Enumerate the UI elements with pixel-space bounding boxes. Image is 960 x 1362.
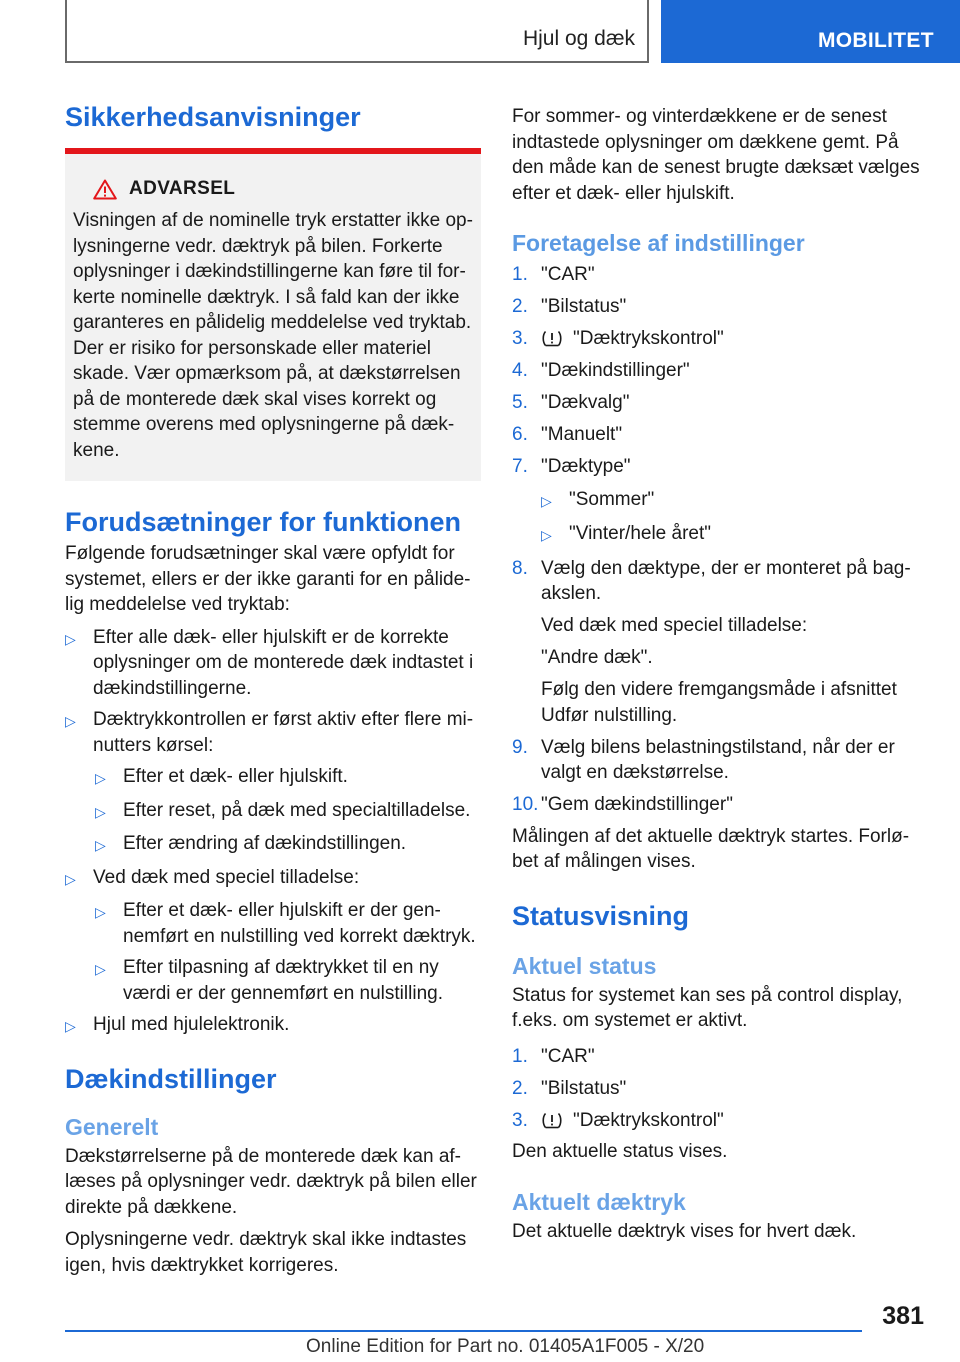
- warning-triangle-icon: [93, 179, 117, 200]
- step-item: [512, 262, 928, 288]
- step-item: [512, 422, 928, 448]
- status-line: f.eks. om systemet er aktivt.: [512, 1010, 748, 1031]
- general-line: Dækstørrelserne på de monterede dæk kan af-: [65, 1145, 462, 1167]
- general-line: igen, hvis dæktrykket korrigeres.: [65, 1254, 339, 1276]
- step-number: 1.: [512, 1045, 528, 1067]
- heading-safety: Sikkerhedsanvisninger: [65, 102, 361, 132]
- step-text: Vælg bilens belastningstilstand, når der er: [541, 736, 895, 758]
- heading-status-display: Statusvisning: [512, 900, 690, 931]
- sub-list-item: [65, 798, 481, 826]
- heading-tire-settings: Dækindstillinger: [65, 1063, 277, 1094]
- warning-line: stemme overens med oplysningerne på dæk-: [73, 414, 455, 435]
- tire-pressure-warning-icon: [541, 329, 563, 349]
- bullet-triangle-icon: ▷: [95, 904, 106, 920]
- step-text: "CAR": [541, 1045, 595, 1067]
- footer-edition: Online Edition for Part no. 01405A1F005 - X/20: [306, 1336, 705, 1357]
- warning-header: [73, 176, 473, 202]
- step-text: "Manuelt": [541, 424, 623, 445]
- measure-line: Målingen af det aktuelle dæktryk startes. Forlø-: [512, 825, 910, 847]
- step-number: 4.: [512, 360, 528, 381]
- step-number: 10.: [512, 794, 539, 815]
- list-item: [65, 707, 481, 758]
- bullet-triangle-icon: ▷: [65, 713, 76, 729]
- step-text: "CAR": [541, 264, 595, 285]
- list-item-line: dækindstillingerne.: [93, 677, 252, 699]
- bullet-triangle-icon: ▷: [95, 803, 106, 820]
- step-note: [512, 677, 928, 728]
- step-text: "Dækindstillinger": [541, 360, 690, 381]
- step-text: "Gem dækindstillinger": [541, 794, 733, 815]
- step-item: [512, 735, 928, 786]
- step-text: "Dækvalg": [541, 392, 630, 413]
- warning-line: Der er risiko for personskade eller materiel: [73, 337, 431, 359]
- step-number: 9.: [512, 736, 528, 758]
- bullet-triangle-icon: ▷: [95, 837, 106, 853]
- bullet-triangle-icon: ▷: [541, 527, 552, 543]
- warning-line: kerte nominelle dæktryk. I så fald kan der ikke: [73, 286, 460, 308]
- bullet-triangle-icon: ▷: [65, 630, 76, 647]
- step-number: 5.: [512, 392, 528, 413]
- step-text: "Bilstatus": [541, 1077, 627, 1099]
- list-item-line: Efter et dæk- eller hjulskift er der gen-: [123, 900, 441, 921]
- general-line: læses på oplysninger vedr. dæktryk på bilen eller: [65, 1171, 477, 1192]
- sub-list-item: [65, 898, 481, 949]
- step-number: 8.: [512, 557, 528, 579]
- step-item: [512, 358, 928, 384]
- list-item-line: Efter alle dæk- eller hjulskift er de korrekte: [93, 626, 449, 648]
- warning-line: oplysninger i dækindstillingerne kan føre til for-: [73, 261, 466, 282]
- warning-line: kene.: [73, 439, 120, 461]
- step-text: "Bilstatus": [541, 296, 627, 317]
- step-number: 3.: [512, 328, 528, 349]
- list-item: [65, 1012, 481, 1040]
- step-text: Vælg den dæktype, der er monteret på bag-: [541, 557, 911, 579]
- sub-list-item: [65, 764, 481, 792]
- step-number: 2.: [512, 296, 528, 317]
- prereq-intro-line: lig meddelelse ved tryktab:: [65, 594, 290, 615]
- prereq-intro-line: systemet, ellers er der ikke garanti for en pålide-: [65, 568, 471, 590]
- general-line: Oplysningerne vedr. dæktryk skal ikke indtastes: [65, 1229, 467, 1250]
- step-item: [512, 390, 928, 416]
- status-line: Status for systemet kan ses på control display,: [512, 984, 903, 1006]
- list-item-line: nemført en nulstilling ved korrekt dæktryk.: [123, 925, 476, 947]
- list-item-line: "Sommer": [569, 488, 655, 510]
- step-number: 7.: [512, 456, 528, 477]
- warning-line: lysningerne vedr. dæktryk på bilen. Forkerte: [73, 235, 443, 257]
- intro-line: efter et dæk- eller hjulskift.: [512, 182, 735, 204]
- right-column: [512, 104, 928, 1244]
- step-number: 1.: [512, 264, 528, 285]
- warning-title: ADVARSEL: [129, 178, 236, 199]
- status-after: Den aktuelle status vises.: [512, 1141, 728, 1162]
- step-text: "Dæktrykskontrol": [573, 1109, 724, 1131]
- measure-line: bet af målingen vises.: [512, 851, 696, 872]
- header-section-box: [65, 0, 649, 63]
- step-item: [512, 792, 928, 818]
- step-item: [512, 556, 928, 607]
- sub-list-item: [512, 521, 928, 549]
- step-item: [512, 294, 928, 320]
- intro-line: For sommer- og vinterdækkene er de senest: [512, 106, 887, 127]
- step-item: [512, 1108, 928, 1134]
- general-line: direkte på dækkene.: [65, 1196, 238, 1218]
- warning-line: på de monterede dæk skal vises korrekt og: [73, 388, 437, 410]
- list-item: [65, 625, 481, 702]
- sub-list-item: [512, 487, 928, 515]
- step-number: 2.: [512, 1077, 528, 1099]
- bullet-triangle-icon: ▷: [65, 870, 76, 887]
- step-note: "Andre dæk".: [541, 647, 653, 668]
- bullet-triangle-icon: ▷: [95, 770, 106, 786]
- header-section-title: Hjul og dæk: [522, 27, 635, 50]
- heading-current-status: Aktuel status: [512, 952, 657, 979]
- step-text: "Dæktrykskontrol": [573, 328, 724, 349]
- warning-line: skade. Vær opmærksom på, at dækstørrelsen: [73, 363, 461, 384]
- footer-divider: [65, 1330, 862, 1332]
- step-item: [512, 326, 928, 352]
- list-item-line: nutters kørsel:: [93, 734, 214, 756]
- step-number: 3.: [512, 1109, 528, 1131]
- intro-line: den måde kan de senest brugte dæksæt vælges: [512, 157, 920, 178]
- step-item: [512, 454, 928, 480]
- bullet-triangle-icon: ▷: [65, 1018, 76, 1034]
- step-note-line: Udfør nulstilling.: [541, 704, 678, 726]
- step-item: [512, 1044, 928, 1070]
- list-item-line: Hjul med hjulelektronik.: [93, 1014, 290, 1035]
- step-text: akslen.: [541, 583, 602, 604]
- pressure-line: Det aktuelle dæktryk vises for hvert dæk.: [512, 1220, 857, 1242]
- step-text: valgt en dækstørrelse.: [541, 762, 729, 783]
- heading-general: Generelt: [65, 1113, 159, 1140]
- list-item-line: Ved dæk med speciel tilladelse:: [93, 866, 360, 888]
- step-note-line: Følg den videre fremgangsmåde i afsnittet: [541, 679, 897, 700]
- heading-make-settings: Foretagelse af indstillinger: [512, 230, 805, 256]
- list-item-line: Efter reset, på dæk med specialtilladelse.: [123, 799, 471, 821]
- page-number: 381: [882, 1302, 924, 1330]
- step-text: "Dæktype": [541, 456, 631, 477]
- prereq-intro-line: Følgende forudsætninger skal være opfyldt for: [65, 543, 455, 564]
- bullet-triangle-icon: ▷: [95, 961, 106, 977]
- list-item: [65, 865, 481, 893]
- step-number: 6.: [512, 424, 528, 445]
- list-item-line: værdi er der gennemført en nulstilling.: [123, 982, 443, 1004]
- list-item-line: Efter ændring af dækindstillingen.: [123, 833, 407, 854]
- bullet-triangle-icon: ▷: [541, 492, 552, 509]
- warning-line: Visningen af de nominelle tryk erstatter ikke op-: [73, 210, 473, 231]
- tire-pressure-warning-icon: [541, 1111, 563, 1131]
- list-item-line: Efter tilpasning af dæktrykket til en ny: [123, 957, 439, 978]
- step-item: [512, 1076, 928, 1102]
- list-item-line: Dæktrykkontrollen er først aktiv efter flere mi-: [93, 709, 474, 730]
- header-chapter-tab: [661, 0, 960, 63]
- sub-list-item: [65, 831, 481, 859]
- intro-line: indtastede oplysninger om dækkene gemt. På: [512, 131, 899, 153]
- list-item-line: "Vinter/hele året": [569, 523, 711, 544]
- sub-list-item: [65, 955, 481, 1006]
- step-note: Ved dæk med speciel tilladelse:: [541, 615, 808, 636]
- list-item-line: oplysninger om de monterede dæk indtastet i: [93, 652, 474, 673]
- header-chapter-label: MOBILITET: [818, 29, 934, 52]
- left-column: [65, 98, 481, 1278]
- heading-current-pressure: Aktuelt dæktryk: [512, 1188, 686, 1215]
- warning-line: garanteres en pålidelig meddelelse ved tryktab.: [73, 312, 472, 333]
- heading-prerequisites: Forudsætninger for funktionen: [65, 507, 461, 537]
- list-item-line: Efter et dæk- eller hjulskift.: [123, 766, 348, 787]
- warning-box: [65, 148, 481, 481]
